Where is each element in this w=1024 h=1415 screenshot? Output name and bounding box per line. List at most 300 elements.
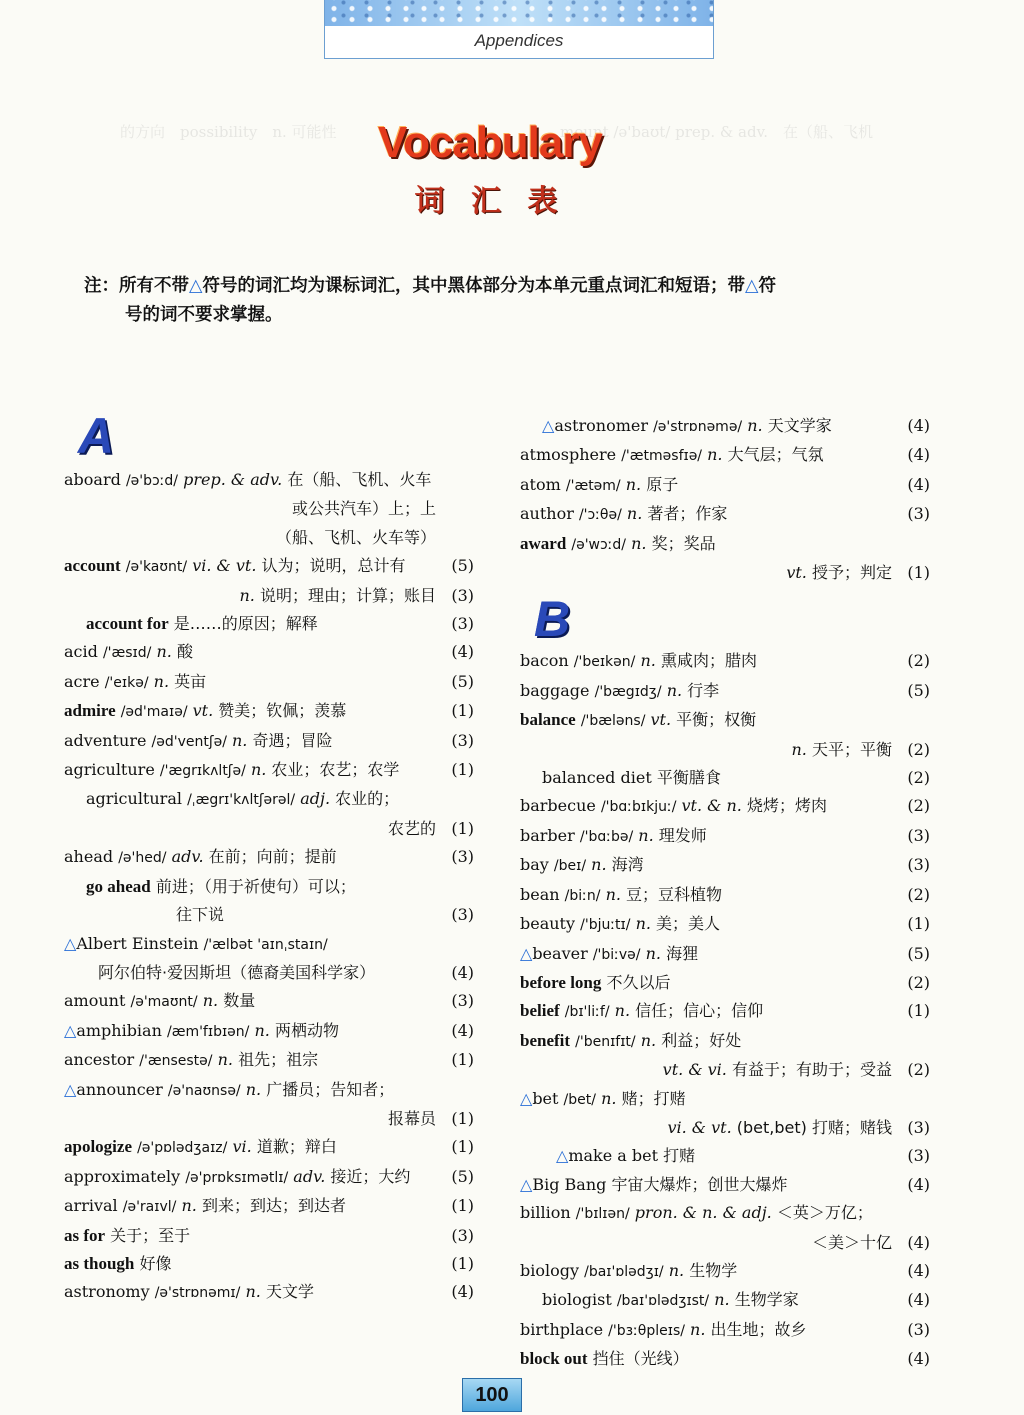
meaning: 广播员；告知者；: [266, 1079, 395, 1099]
vocab-entry: [64, 785, 474, 814]
meaning: 著者；作家: [647, 504, 728, 524]
headword: atmosphere: [520, 445, 617, 465]
unit-number: (1): [451, 701, 474, 721]
headword: arrival: [64, 1196, 118, 1216]
headword: astronomy: [64, 1282, 150, 1302]
unit-number: (4): [907, 1290, 930, 1310]
headword: ahead: [64, 847, 114, 867]
vocab-entry: [520, 1257, 930, 1286]
meaning: 说明；理由；计算；账目: [259, 585, 436, 605]
vocab-entry: [64, 873, 474, 901]
meaning: 酸: [176, 642, 193, 662]
unit-number: (4): [907, 1349, 930, 1369]
entry-list-a-continued: [520, 412, 930, 587]
triangle-icon: △: [189, 276, 203, 296]
part-of-speech: n.: [245, 1079, 262, 1099]
headword: amphibian: [76, 1020, 162, 1040]
meaning: 农艺的: [387, 818, 436, 838]
pronunciation: /biːn/: [564, 887, 601, 904]
unit-number: (3): [451, 847, 474, 867]
headword: agriculture: [64, 760, 155, 780]
vocab-entry: [520, 1345, 930, 1373]
meaning: 或公共汽车）上；上: [291, 499, 436, 519]
vocab-entry: [64, 987, 474, 1016]
headword: admire: [64, 701, 116, 721]
meaning: 在前；向前；提前: [208, 847, 337, 867]
pronunciation: /'ætməsfɪə/: [621, 448, 703, 465]
unit-number: (1): [451, 1253, 474, 1273]
pronunciation: /'ælbət 'aɪnˌstaɪn/: [203, 936, 328, 953]
meaning: 赌；打赌: [621, 1088, 686, 1108]
vocab-entry: [520, 851, 930, 880]
headword: agricultural: [86, 789, 182, 809]
headword: bet: [532, 1088, 559, 1108]
vocab-entry: [64, 1017, 474, 1046]
unit-number: (2): [907, 972, 930, 992]
part-of-speech: n.: [254, 1020, 270, 1040]
meaning: 英亩: [174, 671, 207, 691]
unit-number: (2): [907, 884, 930, 904]
meaning: ＜英＞万亿；: [776, 1203, 873, 1223]
headword: Big Bang: [532, 1174, 607, 1194]
vocab-entry: [520, 471, 930, 500]
meaning: 大气层；气氛: [727, 445, 824, 465]
part-of-speech: n.: [614, 1001, 631, 1021]
entry-continuation: [64, 901, 474, 929]
unit-number: (4): [907, 416, 930, 435]
meaning: 在（船、飞机、火车: [287, 470, 432, 489]
note-text: 注：所有不带: [84, 276, 189, 296]
vocab-entry: [520, 1286, 930, 1315]
headword: birthplace: [520, 1319, 604, 1339]
unit-number: (3): [451, 614, 474, 634]
part-of-speech: n.: [631, 533, 647, 553]
pronunciation: /ə'kaʊnt/: [125, 559, 188, 576]
headword: make a bet: [568, 1146, 659, 1166]
part-of-speech: vi. & vt.: [192, 556, 257, 576]
vocab-entry: [520, 1085, 930, 1114]
triangle-icon: △: [556, 1146, 569, 1166]
headword: barber: [520, 825, 575, 845]
unit-number: (5): [451, 671, 474, 691]
unit-number: (1): [907, 563, 930, 583]
pronunciation: /ə'pɒlədʒaɪz/: [137, 1140, 228, 1157]
triangle-icon: △: [542, 416, 555, 435]
entry-continuation: [64, 815, 474, 843]
meaning: 认为；说明，总计有: [261, 556, 406, 576]
vocab-entry: [64, 1250, 474, 1278]
note-text: 符: [758, 276, 776, 296]
meaning: 挡住（光线）: [592, 1349, 689, 1369]
vocab-entry: [520, 1027, 930, 1056]
vocab-entry: [64, 1163, 474, 1192]
pronunciation: /'ænsestə/: [139, 1053, 213, 1070]
meaning: 祖先；祖宗: [238, 1050, 319, 1070]
vocab-entry: [520, 530, 930, 559]
unit-number: (1): [907, 914, 930, 934]
part-of-speech: n.: [156, 642, 172, 662]
part-of-speech: n.: [181, 1196, 197, 1216]
triangle-icon: △: [64, 933, 77, 953]
unit-number: (3): [907, 1117, 930, 1137]
pronunciation: /'bjuːtɪ/: [580, 917, 631, 934]
unit-number: (4): [451, 642, 474, 662]
part-of-speech: n.: [707, 445, 723, 465]
pronunciation: /'ɔːθə/: [578, 507, 622, 524]
meaning: 往下说: [176, 905, 225, 925]
entry-continuation: [64, 1105, 474, 1133]
meaning: 海湾: [611, 855, 644, 875]
unit-number: (5): [907, 680, 930, 700]
pronunciation: /'eɪkə/: [104, 674, 149, 691]
part-of-speech: n.: [625, 474, 642, 494]
pronunciation: /ˌægrɪ'kʌltʃərəl/: [187, 792, 296, 809]
headword: bean: [520, 884, 560, 904]
pronunciation: /'ægrɪkʌltʃə/: [159, 763, 246, 780]
vocab-entry: [64, 552, 474, 581]
headword: aboard: [64, 470, 121, 489]
part-of-speech: vt.: [786, 563, 807, 583]
meaning: 天文学: [265, 1282, 314, 1302]
pronunciation: /'ætəm/: [565, 477, 621, 494]
pronunciation: /'beɪkən/: [573, 654, 636, 671]
pronunciation: /əd'ventʃə/: [151, 733, 227, 750]
headword: acre: [64, 671, 100, 691]
entry-list-b: [520, 647, 930, 1373]
vocab-entry: [64, 466, 474, 495]
part-of-speech: n.: [250, 760, 267, 780]
headword: bacon: [520, 651, 569, 671]
triangle-icon: △: [520, 1088, 533, 1108]
vocab-entry: [520, 647, 930, 676]
pronunciation: /ə'naʊnsə/: [167, 1082, 241, 1099]
vocab-entry: [520, 706, 930, 735]
unit-number: (1): [451, 1196, 474, 1216]
meaning: 不久以后: [606, 972, 671, 992]
unit-number: (4): [451, 1282, 474, 1302]
part-of-speech: n.: [640, 1030, 657, 1050]
part-of-speech: n.: [640, 651, 656, 671]
entry-continuation: [520, 1114, 930, 1142]
part-of-speech: n.: [791, 739, 807, 759]
part-of-speech: n.: [605, 884, 621, 904]
meaning: 到来；到达；到达者: [201, 1196, 346, 1216]
unit-number: (5): [451, 556, 474, 576]
triangle-icon: △: [744, 276, 759, 296]
part-of-speech: vi.: [232, 1137, 252, 1157]
meaning: 烧烤；烤肉: [746, 796, 827, 816]
part-of-speech: vi. & vt.: [667, 1117, 732, 1137]
vocab-entry: [520, 1142, 930, 1170]
vocab-entry: [64, 610, 474, 638]
pronunciation: /ə'bɔːd/: [125, 473, 179, 489]
meaning: 农业的；: [335, 789, 400, 809]
unit-number: (2): [907, 1060, 930, 1080]
meaning: 生物学: [689, 1260, 738, 1280]
headword: beaver: [532, 943, 588, 963]
meaning: 道歉；辩白: [256, 1137, 337, 1157]
unit-number: (3): [451, 991, 474, 1011]
part-of-speech: n.: [638, 825, 654, 845]
pronunciation: /'bægɪdʒ/: [594, 683, 662, 700]
meaning: 天平；平衡: [811, 739, 892, 759]
pronunciation: /'benɪfɪt/: [575, 1033, 636, 1050]
unit-number: (3): [451, 1225, 474, 1245]
unit-number: (4): [907, 1232, 930, 1252]
vocab-entry: [520, 764, 930, 792]
meaning: 前进；（用于祈使句）可以；: [155, 876, 356, 896]
meaning: 奖；奖品: [651, 533, 716, 553]
meaning: 平衡膳食: [656, 768, 721, 788]
headword: baggage: [520, 680, 590, 700]
vocab-entry: [520, 677, 930, 706]
section-letter-a: A: [64, 410, 474, 466]
left-column: [64, 410, 474, 1308]
part-of-speech: adj.: [300, 789, 331, 809]
pronunciation: /'bæləns/: [580, 713, 646, 730]
meaning: 数量: [223, 991, 256, 1011]
pronunciation: /'biːvə/: [592, 946, 641, 963]
part-of-speech: adv.: [171, 847, 204, 867]
vocab-entry: [520, 822, 930, 851]
meaning: 原子: [646, 474, 679, 494]
vocab-entry: [520, 1316, 930, 1345]
meaning: 豆；豆科植物: [626, 884, 723, 904]
headword: barbecue: [520, 796, 596, 816]
unit-number: (1): [907, 1001, 930, 1021]
unit-number: (3): [451, 585, 474, 605]
header-water-band: [325, 0, 713, 26]
pronunciation: /'bɑːbə/: [579, 828, 634, 845]
pronunciation: /'bɜːθpleɪs/: [608, 1322, 685, 1339]
headword: author: [520, 504, 574, 524]
pronunciation: /ə'maʊnt/: [130, 994, 198, 1011]
part-of-speech: n.: [232, 730, 248, 750]
bleed-through-text: 的方向 possibility n. 可能性: [120, 123, 337, 141]
meaning: 农业；农艺；农学: [271, 760, 400, 780]
meaning: 赞美；钦佩；羡慕: [218, 701, 347, 721]
part-of-speech: adv.: [293, 1166, 326, 1186]
vocab-entry: [64, 727, 474, 756]
part-of-speech: n.: [626, 504, 643, 524]
pronunciation: /baɪ'ɒlədʒɪ/: [584, 1263, 664, 1280]
pronunciation: /æm'fɪbɪən/: [166, 1023, 250, 1040]
part-of-speech: n.: [202, 991, 219, 1011]
meaning: ＜美＞十亿: [811, 1232, 892, 1252]
pronunciation: /'æsɪd/: [102, 645, 152, 662]
entry-continuation: [64, 524, 474, 552]
triangle-icon: △: [520, 943, 533, 963]
pronunciation: /ə'hed/: [118, 850, 167, 867]
meaning: 行李: [687, 680, 720, 700]
part-of-speech: vt. & n.: [681, 796, 742, 816]
meaning: 报幕员: [387, 1108, 436, 1128]
headword: benefit: [520, 1030, 571, 1050]
part-of-speech: n.: [635, 914, 651, 934]
usage-note: [84, 272, 954, 330]
unit-number: (3): [451, 730, 474, 750]
part-of-speech: n.: [690, 1319, 706, 1339]
vocab-entry: [520, 881, 930, 910]
vocabulary-title: Vocabulary: [378, 118, 602, 167]
unit-number: (4): [907, 1174, 930, 1194]
headword: account: [64, 556, 121, 576]
part-of-speech: n.: [645, 943, 661, 963]
entry-continuation: [64, 582, 474, 610]
part-of-speech: prep. & adv.: [183, 470, 283, 489]
unit-number: (4): [907, 474, 930, 494]
meaning: （船、飞机、火车等）: [275, 527, 436, 547]
vocab-entry: [64, 638, 474, 667]
headword: Albert Einstein: [76, 933, 199, 953]
bleed-through-text: mount /ə'baʊt/ prep. & adv. 在（船、飞机: [560, 123, 874, 141]
headword: block out: [520, 1349, 588, 1369]
unit-number: (4): [451, 1020, 474, 1040]
vocabulary-title-chinese: 词 汇 表: [414, 184, 566, 219]
meaning: 授予；判定: [811, 563, 892, 583]
section-letter-b: B: [520, 593, 930, 647]
unit-number: (3): [451, 905, 474, 925]
part-of-speech: n.: [239, 585, 255, 605]
part-of-speech: n.: [153, 671, 170, 691]
headword: bay: [520, 855, 549, 875]
part-of-speech: n.: [747, 416, 763, 435]
vocab-entry: [64, 1192, 474, 1221]
vocab-entry: [64, 756, 474, 785]
meaning: 打赌: [663, 1146, 696, 1166]
meaning: 信任；信心；信仰: [635, 1001, 764, 1021]
headword: balanced diet: [542, 768, 652, 788]
headword: acid: [64, 642, 98, 662]
headword: ancestor: [64, 1050, 135, 1070]
meaning: 出生地；故乡: [710, 1319, 807, 1339]
vocab-entry: [520, 792, 930, 821]
section-header-title: Appendices: [474, 31, 564, 50]
note-text: 符号的词汇均为课标词汇，其中黑体部分为本单元重点词汇和短语；带: [202, 276, 745, 296]
headword: atom: [520, 474, 561, 494]
headword: biology: [520, 1260, 580, 1280]
meaning: 接近；大约: [330, 1166, 411, 1186]
unit-number: (4): [907, 1260, 930, 1280]
note-text: 号的词不要求掌握。: [125, 305, 283, 325]
entry-continuation: [520, 1229, 930, 1257]
vocab-entry: [64, 697, 474, 726]
pronunciation: /ə'wɔːd/: [571, 536, 627, 553]
part-of-speech: n.: [666, 680, 683, 700]
page-number: 100: [462, 1378, 522, 1412]
unit-number: (4): [907, 445, 930, 465]
headword: award: [520, 533, 567, 553]
meaning: 平衡；权衡: [676, 710, 757, 730]
vocab-entry: [520, 500, 930, 529]
unit-number: (3): [907, 504, 930, 524]
part-of-speech: n.: [591, 855, 607, 875]
pronunciation: /əd'maɪə/: [120, 704, 188, 721]
unit-number: (1): [451, 1050, 474, 1070]
vocab-entry: [520, 910, 930, 939]
pronunciation: /bet/: [563, 1091, 596, 1108]
pronunciation: /'bɑːbɪkjuː/: [600, 799, 677, 816]
meaning: 关于；至于: [110, 1225, 191, 1245]
vocab-entry: [520, 1199, 930, 1228]
meaning: 阿尔伯特·爱因斯坦（德裔美国科学家）: [98, 962, 376, 982]
headword: apologize: [64, 1137, 132, 1157]
vocab-entry: [520, 441, 930, 470]
unit-number: (2): [907, 651, 930, 671]
meaning: 生物学家: [734, 1290, 799, 1310]
headword: announcer: [76, 1079, 163, 1099]
unit-number: (2): [907, 739, 930, 759]
headword: before long: [520, 972, 602, 992]
unit-number: (3): [907, 855, 930, 875]
part-of-speech: n.: [668, 1260, 685, 1280]
vocab-entry: [520, 940, 930, 969]
vocab-entry: [64, 843, 474, 872]
vocab-entry: [520, 997, 930, 1026]
vocab-entry: [64, 668, 474, 697]
right-column: [520, 412, 930, 1374]
vocab-entry: [64, 930, 474, 959]
headword: adventure: [64, 730, 147, 750]
entry-continuation: [520, 736, 930, 764]
unit-number: (1): [451, 818, 474, 838]
headword: account for: [86, 614, 169, 634]
headword: approximately: [64, 1166, 181, 1186]
pronunciation: /bɪ'liːf/: [564, 1004, 610, 1021]
headword: amount: [64, 991, 126, 1011]
section-header-tab: [324, 0, 714, 59]
part-of-speech: n.: [601, 1088, 617, 1108]
meaning: 海狸: [666, 943, 699, 963]
headword: astronomer: [554, 416, 648, 435]
unit-number: (5): [907, 943, 930, 963]
headword: go ahead: [86, 876, 151, 896]
part-of-speech: vt. & vi.: [662, 1060, 727, 1080]
meaning: (bet,bet) 打赌；赌钱: [736, 1117, 892, 1137]
part-of-speech: vt.: [192, 701, 214, 721]
vocab-entry: [64, 1133, 474, 1162]
headword: as for: [64, 1225, 106, 1245]
meaning: 有益于；有助于；受益: [731, 1060, 892, 1080]
unit-number: (1): [451, 1108, 474, 1128]
meaning: 奇遇；冒险: [252, 730, 333, 750]
headword: billion: [520, 1203, 571, 1223]
headword: as though: [64, 1253, 135, 1273]
part-of-speech: pron. & n. & adj.: [634, 1203, 772, 1223]
pronunciation: /ə'raɪvl/: [122, 1199, 177, 1216]
triangle-icon: △: [64, 1079, 77, 1099]
meaning: 美；美人: [656, 914, 721, 934]
unit-number: (3): [907, 1146, 930, 1166]
vocab-entry: [520, 412, 930, 441]
entry-continuation: [520, 559, 930, 587]
entry-continuation: [64, 495, 474, 523]
part-of-speech: n.: [245, 1282, 261, 1302]
headword: beauty: [520, 914, 576, 934]
unit-number: (1): [451, 760, 474, 780]
unit-number: (3): [907, 1319, 930, 1339]
pronunciation: /baɪ'ɒlədʒɪst/: [616, 1293, 710, 1310]
vocab-entry: [64, 1076, 474, 1105]
unit-number: (1): [451, 1137, 474, 1157]
unit-number: (2): [907, 796, 930, 816]
pronunciation: /'bɪlɪən/: [575, 1206, 630, 1223]
part-of-speech: n.: [217, 1050, 233, 1070]
vocab-entry: [520, 969, 930, 997]
unit-number: (2): [907, 768, 930, 788]
entry-continuation: [64, 959, 474, 987]
vocab-entry: [64, 1222, 474, 1250]
